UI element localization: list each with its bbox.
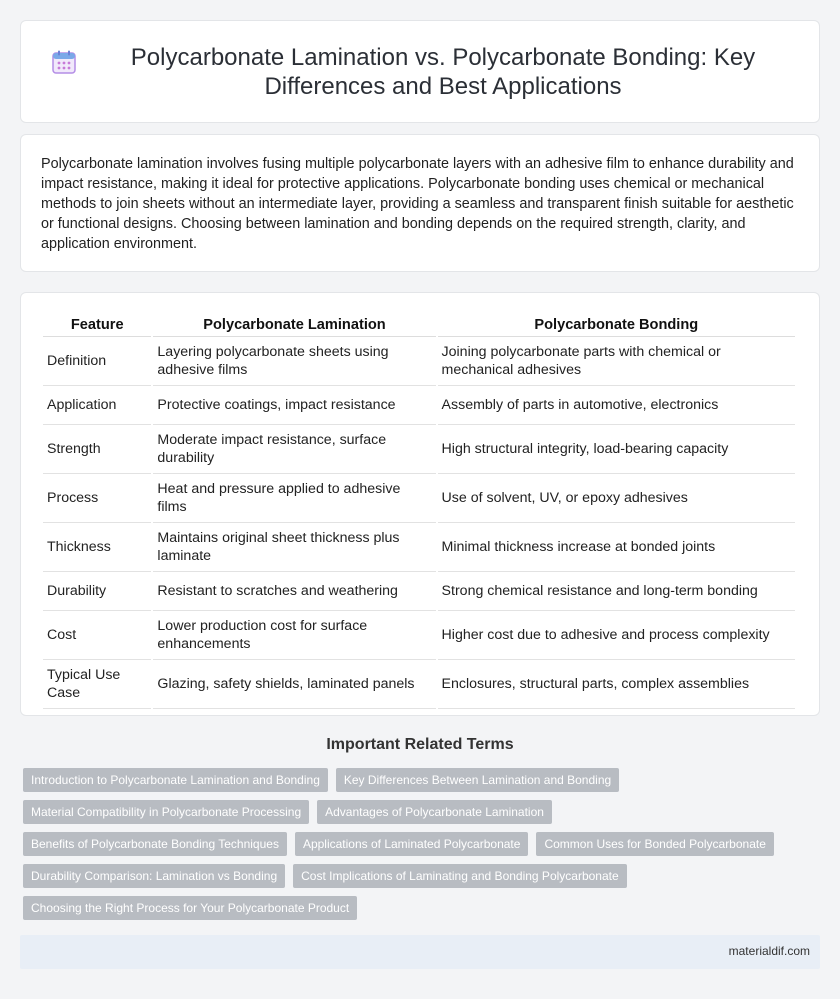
cell-lamination: Protective coatings, impact resistance: [153, 386, 435, 425]
related-terms-title: Important Related Terms: [326, 736, 514, 753]
title-card: [20, 20, 820, 123]
cell-lamination: Heat and pressure applied to adhesive films: [153, 474, 435, 523]
cell-lamination: Resistant to scratches and weathering: [153, 572, 435, 611]
calendar-icon: [51, 49, 77, 75]
intro-card: [20, 134, 820, 272]
table-row: [43, 523, 795, 572]
related-term-tag[interactable]: Common Uses for Bonded Polycarbonate: [536, 832, 773, 856]
related-term-tag[interactable]: Benefits of Polycarbonate Bonding Techniques: [23, 832, 287, 856]
related-term-tag[interactable]: Cost Implications of Laminating and Bonding Polycarbonate: [293, 864, 627, 888]
cell-feature: Thickness: [43, 523, 151, 572]
related-term-tag[interactable]: Applications of Laminated Polycarbonate: [295, 832, 528, 856]
related-term-tag[interactable]: Advantages of Polycarbonate Lamination: [317, 800, 552, 824]
related-term-tag[interactable]: Introduction to Polycarbonate Lamination and Bonding: [23, 768, 328, 792]
table-row: [43, 337, 795, 386]
table-row: [43, 660, 795, 709]
cell-lamination: Lower production cost for surface enhancements: [153, 611, 435, 660]
cell-lamination: Maintains original sheet thickness plus laminate: [153, 523, 435, 572]
cell-lamination: Moderate impact resistance, surface durability: [153, 425, 435, 474]
cell-bonding: Strong chemical resistance and long-term bonding: [438, 572, 795, 611]
header-feature: Feature: [43, 315, 151, 337]
cell-bonding: Use of solvent, UV, or epoxy adhesives: [438, 474, 795, 523]
related-terms-list: [23, 768, 823, 928]
cell-feature: Durability: [43, 572, 151, 611]
related-term-tag[interactable]: Material Compatibility in Polycarbonate Processing: [23, 800, 309, 824]
tag-line: [23, 896, 823, 920]
cell-bonding: Enclosures, structural parts, complex assemblies: [438, 660, 795, 709]
page-title: Polycarbonate Lamination vs. Polycarbonate Bonding: Key Differences and Best Applications: [130, 43, 756, 100]
intro-paragraph: Polycarbonate lamination involves fusing multiple polycarbonate layers with an adhesive film to enhance durability and impact resistance, making it ideal for protective applications. Polycarbonate bonding uses chemical or mechanical methods to join sheets without an intermediate layer, providing a seamless and transparent finish suitable for aesthetic or functional designs. Choosing between lamination and bonding depends on the required strength, clarity, and application environment.: [41, 156, 794, 252]
tag-line: [23, 864, 823, 888]
cell-feature: Typical Use Case: [43, 660, 151, 709]
cell-bonding: Higher cost due to adhesive and process complexity: [438, 611, 795, 660]
cell-bonding: Assembly of parts in automotive, electronics: [438, 386, 795, 425]
cell-feature: Process: [43, 474, 151, 523]
header-lamination: Polycarbonate Lamination: [153, 315, 435, 337]
title-wrap: [51, 43, 789, 101]
table-row: [43, 474, 795, 523]
cell-bonding: High structural integrity, load-bearing capacity: [438, 425, 795, 474]
tag-line: [23, 832, 823, 856]
cell-bonding: Minimal thickness increase at bonded joints: [438, 523, 795, 572]
tag-line: [23, 768, 823, 792]
footer: [20, 935, 820, 969]
cell-feature: Cost: [43, 611, 151, 660]
table-row: [43, 425, 795, 474]
related-term-tag[interactable]: Durability Comparison: Lamination vs Bonding: [23, 864, 285, 888]
header-bonding: Polycarbonate Bonding: [438, 315, 795, 337]
table-row: [43, 386, 795, 425]
related-term-tag[interactable]: Key Differences Between Lamination and Bonding: [336, 768, 619, 792]
cell-lamination: Layering polycarbonate sheets using adhesive films: [153, 337, 435, 386]
comparison-table-card: [20, 292, 820, 716]
cell-feature: Application: [43, 386, 151, 425]
tag-line: [23, 800, 823, 824]
cell-bonding: Joining polycarbonate parts with chemical or mechanical adhesives: [438, 337, 795, 386]
related-term-tag[interactable]: Choosing the Right Process for Your Polycarbonate Product: [23, 896, 357, 920]
comparison-table: [41, 315, 797, 709]
table-row: [43, 611, 795, 660]
cell-feature: Strength: [43, 425, 151, 474]
table-header-row: [43, 315, 795, 337]
cell-lamination: Glazing, safety shields, laminated panels: [153, 660, 435, 709]
footer-site-link[interactable]: materialdif.com: [728, 944, 810, 958]
cell-feature: Definition: [43, 337, 151, 386]
table-row: [43, 572, 795, 611]
